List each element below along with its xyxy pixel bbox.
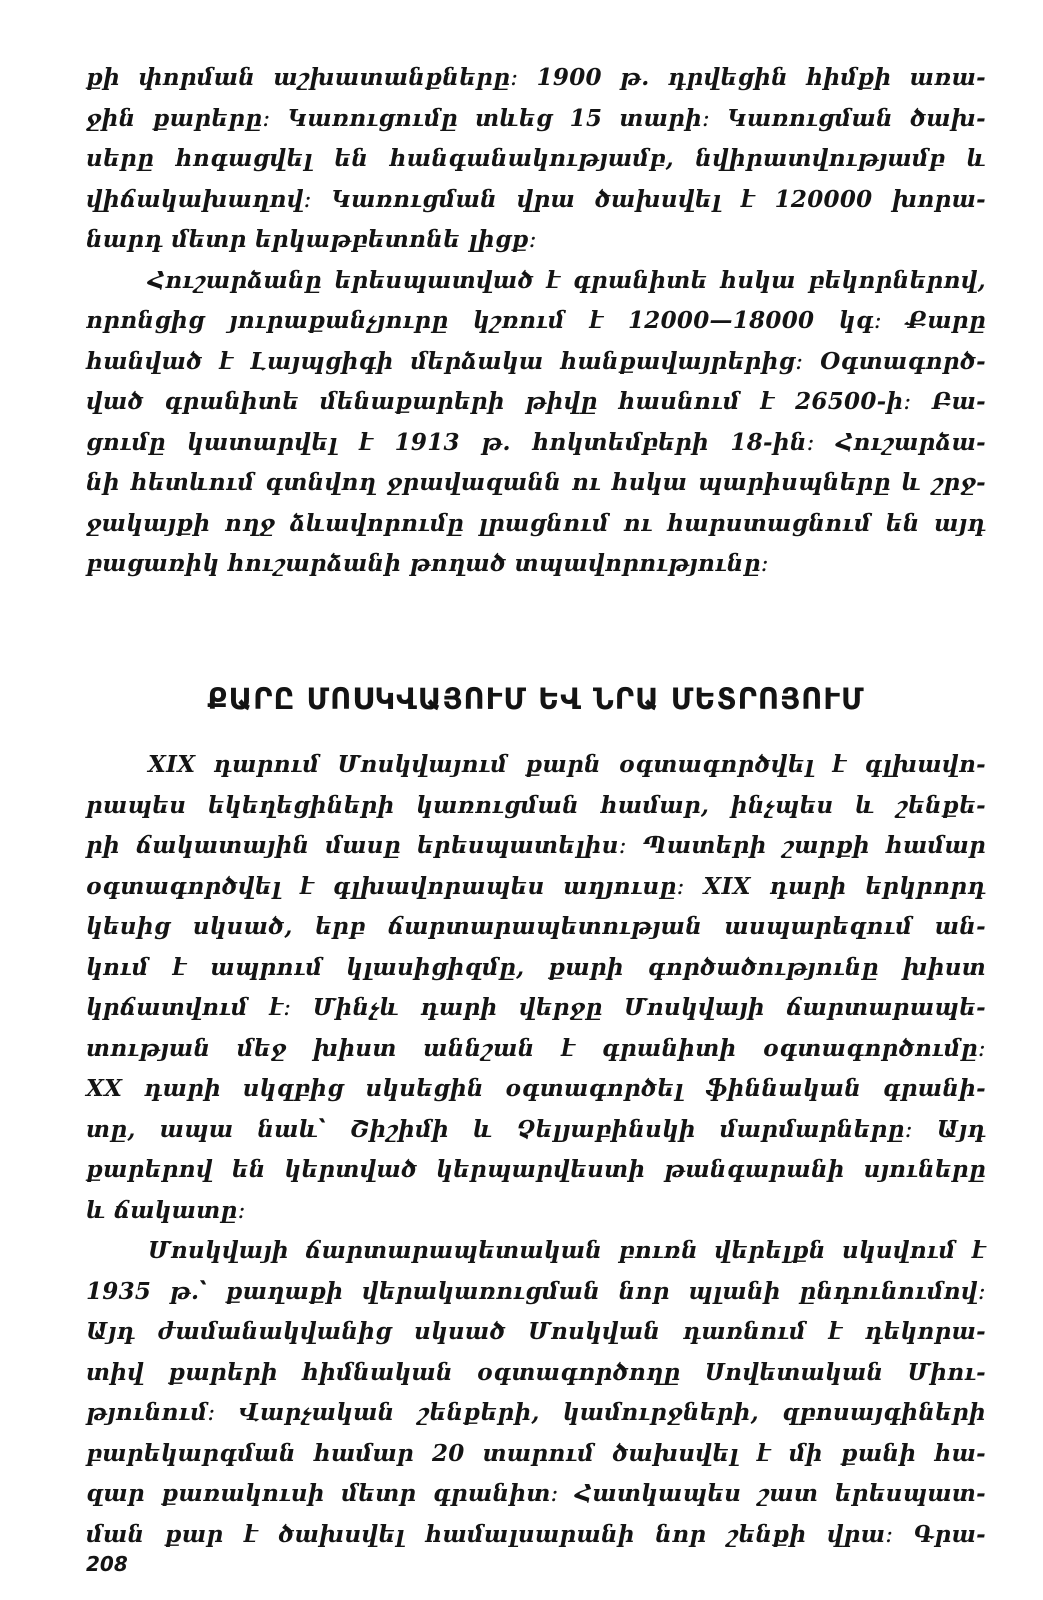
text-line: ման քար է ծախսվել համալսարանի նոր շենքի վրա։ Գրա- <box>86 1520 986 1548</box>
text-line: կրճատվում է։ Մինչև դարի վերջը Մոսկվայի ճարտարապե- <box>86 994 986 1021</box>
text-line: վիճակախաղով։ Կառուցման վրա ծախսվել է 120000 խորա- <box>86 185 986 213</box>
text-line: թյունում։ Վարչական շենքերի, կամուրջների, զբոսայգիների <box>86 1399 986 1426</box>
text-line: ջակայքի ողջ ձևավորումը լրացնում ու հարստացնում են այդ <box>86 509 986 537</box>
text-line: որոնցից յուրաքանչյուրը կշռում է 12000—18000 կգ։ Քարը <box>86 307 986 334</box>
text-line: տության մեջ խիստ աննշան է գրանիտի օգտագործումը։ <box>86 1034 986 1062</box>
text-line: 1935 թ.՝ քաղաքի վերակառուցման նոր պլանի ընդունումով։ <box>86 1277 986 1305</box>
text-block-top <box>86 58 986 585</box>
section-heading: ՔԱՐԸ ՄՈՍԿՎԱՅՈՒՄ ԵՎ ՆՐԱ ՄԵՏՐՈՅՈՒՄ <box>207 682 865 716</box>
paragraph <box>86 58 986 261</box>
text-line: Հուշարձանը երեսպատված է գրանիտե հսկա բեկորներով, <box>148 266 986 294</box>
text-line: հանված է Լայպցիգի մերձակա հանքավայրերից։ Օգտագործ- <box>86 347 986 375</box>
text-line: բացառիկ հուշարձանի թողած տպավորությունը։ <box>86 550 769 577</box>
text-line: ված գրանիտե մենաքարերի թիվը հասնում է 26500-ի։ Բա- <box>86 388 986 415</box>
text-line: քի փորման աշխատանքները։ 1900 թ. դրվեցին հիմքի առա- <box>86 64 986 91</box>
page-number: 208 <box>86 1552 128 1576</box>
text-line: Այդ ժամանակվանից սկսած Մոսկվան դառնում է դեկորա- <box>86 1318 986 1345</box>
text-line: նարդ մետր երկաթբետոնե լիցք։ <box>86 226 537 253</box>
text-block-bottom <box>86 745 986 1555</box>
text-line: կում է ապրում կլասիցիզմը, քարի գործածությունը խիստ <box>86 953 986 981</box>
text-line: Մոսկվայի ճարտարապետական բուռն վերելքն սկսվում է <box>148 1237 986 1264</box>
text-line: սերը հոգացվել են հանգանակությամբ, նվիրատվությամբ և <box>86 145 986 172</box>
text-line: կեսից սկսած, երբ ճարտարապետության ասպարեզում ան- <box>86 913 986 940</box>
text-line: նի հետևում գտնվող ջրավազանն ու հսկա պարիսպները և շրջ- <box>86 469 986 496</box>
paragraph <box>86 261 986 585</box>
text-line: օգտագործվել է գլխավորապես աղյուսը։ XIX դարի երկրորդ <box>86 872 986 900</box>
text-line: րի ճակատային մասը երեսպատելիս։ Պատերի շարքի համար <box>86 832 986 859</box>
text-line: քարերով են կերտված կերպարվեստի թանգարանի սյուները <box>86 1156 986 1183</box>
paragraph <box>86 745 986 1231</box>
text-line: և ճակատը։ <box>86 1196 246 1224</box>
text-line: բարեկարգման համար 20 տարում ծախսվել է մի քանի հա- <box>86 1439 986 1467</box>
text-line: ցումը կատարվել է 1913 թ. հոկտեմբերի 18-ին։ Հուշարձա- <box>86 428 986 456</box>
text-line: զար քառակուսի մետր գրանիտ։ Հատկապես շատ երեսպատ- <box>86 1480 986 1507</box>
text-line: տիվ քարերի հիմնական օգտագործողը Սովետական Միու- <box>86 1358 986 1386</box>
text-line: XX դարի սկզբից սկսեցին օգտագործել ֆիննական գրանի- <box>86 1075 986 1102</box>
text-line: տը, ապա նաև՝ Շիշիմի և Չելյաբինսկի մարմարները։ Այդ <box>86 1115 986 1143</box>
text-line: XIX դարում Մոսկվայում քարն օգտագործվել է գլխավո- <box>148 751 986 778</box>
text-line: րապես եկեղեցիների կառուցման համար, ինչպես և շենքե- <box>86 791 986 819</box>
paragraph <box>86 1231 986 1555</box>
text-line: ջին քարերը։ Կառուցումը տևեց 15 տարի։ Կառուցման ծախ- <box>86 104 986 132</box>
